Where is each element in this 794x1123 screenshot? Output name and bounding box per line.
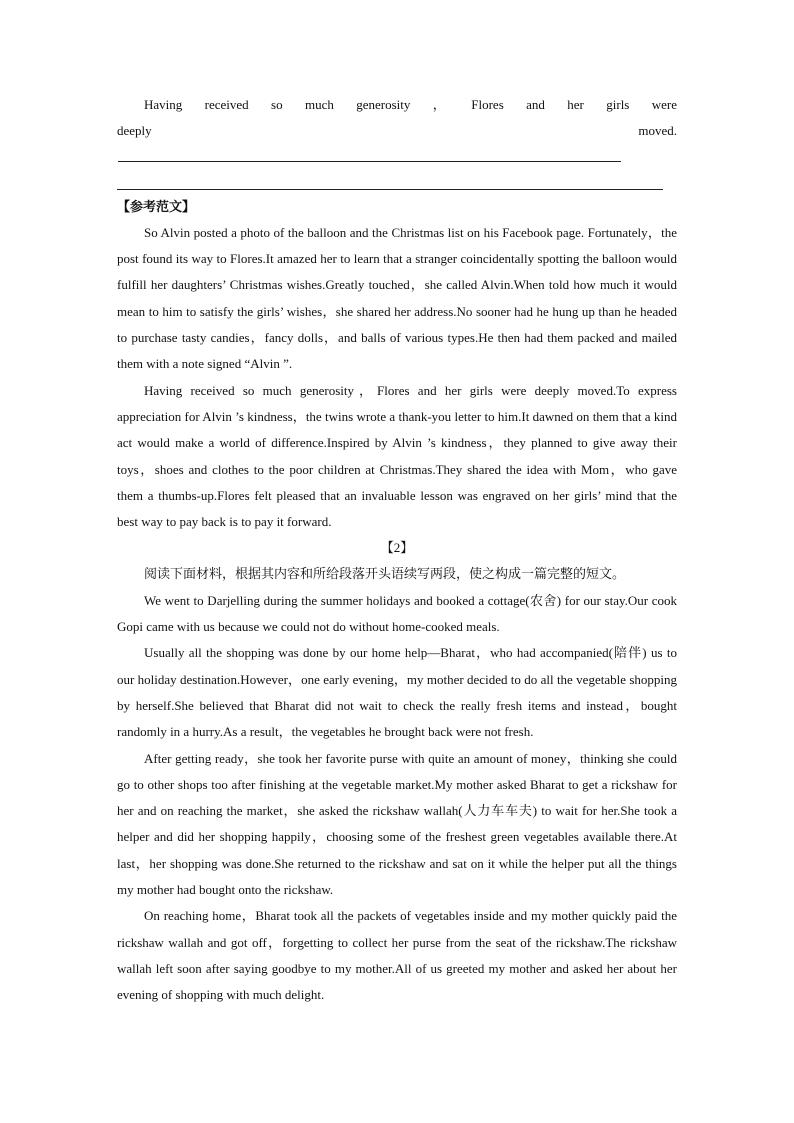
reference-paragraph-2: Having received so much generosity，Flores and her girls were deeply moved.To express appreciation for Alvin ’s kindness，the twins wrote a thank-you letter to him.It dawned on them that a kind act would make a world of difference.Inspired by Alvin ’s kindness，they planned to give away their toys，shoes and clothes to the poor children at Christmas.They shared the idea with Mom，who gave them a thumbs-up.Flores felt pleased that an invaluable lesson was engraved on her girls’ mind that the best way to pay back is to pay it forward. — [117, 382, 677, 530]
instruction: 阅读下面材料，根据其内容和所给段落开头语续写两段，使之构成一篇完整的短文。 — [144, 566, 626, 582]
prompt-text: Having received so much generosity ， Flores and her girls were deeply moved. — [117, 97, 677, 139]
answer-line-1[interactable] — [118, 147, 621, 162]
section-number: 【2】 — [380, 540, 414, 556]
reference-label: 【参考范文】 — [117, 198, 196, 214]
story-paragraph-1: We went to Darjelling during the summer holidays and booked a cottage(农舍) for our stay.Our cook Gopi came with us because we could not do without home-cooked meals. — [117, 592, 677, 635]
reference-paragraph-1: So Alvin posted a photo of the balloon and the Christmas list on his Facebook page. Fortunately，the post found its way to Flores.It amazed her to learn that a stranger coincidentally spotting the balloon would fulfill her daughters’ Christmas wishes.Greatly touched，she called Alvin.When told how much it would mean to him to satisfy the girls’ wishes，she shared her address.No sooner had he hung up than he headed to purchase tasty candies，fancy dolls，and balls of various types.He then had them packed and mailed them with a note signed “Alvin ”. — [117, 224, 677, 372]
story-paragraph-4: On reaching home，Bharat took all the packets of vegetables inside and my mother quickly paid the rickshaw wallah and got off，forgetting to collect her purse from the seat of the rickshaw.The rickshaw wallah left soon after saying goodbye to my mother.All of us greeted my mother and asked her about her evening of shopping with much delight. — [117, 908, 677, 1003]
answer-line-2[interactable] — [117, 171, 663, 190]
story-paragraph-3: After getting ready，she took her favorite purse with quite an amount of money，thinking she could go to other shops too after finishing at the vegetable market.My mother asked Bharat to get a rickshaw for her and on reaching the market，she asked the rickshaw wallah(人力车车夫) to wait for her.She took a helper and did her shopping happily，choosing some of the freshest green vegetables available there.At last，her shopping was done.She returned to the rickshaw and sat on it while the helper put all the things my mother had bought onto the rickshaw. — [117, 750, 677, 898]
story-paragraph-2: Usually all the shopping was done by our home help—Bharat，who had accompanied(陪伴) us to our holiday destination.However，one early evening，my mother decided to do all the vegetable shopping by herself.She believed that Bharat did not wait to check the really fresh items and instead，bought randomly in a hurry.As a result，the vegetables he brought back were not fresh. — [117, 645, 677, 740]
prompt-paragraph — [117, 92, 677, 171]
document-page — [117, 92, 677, 1009]
